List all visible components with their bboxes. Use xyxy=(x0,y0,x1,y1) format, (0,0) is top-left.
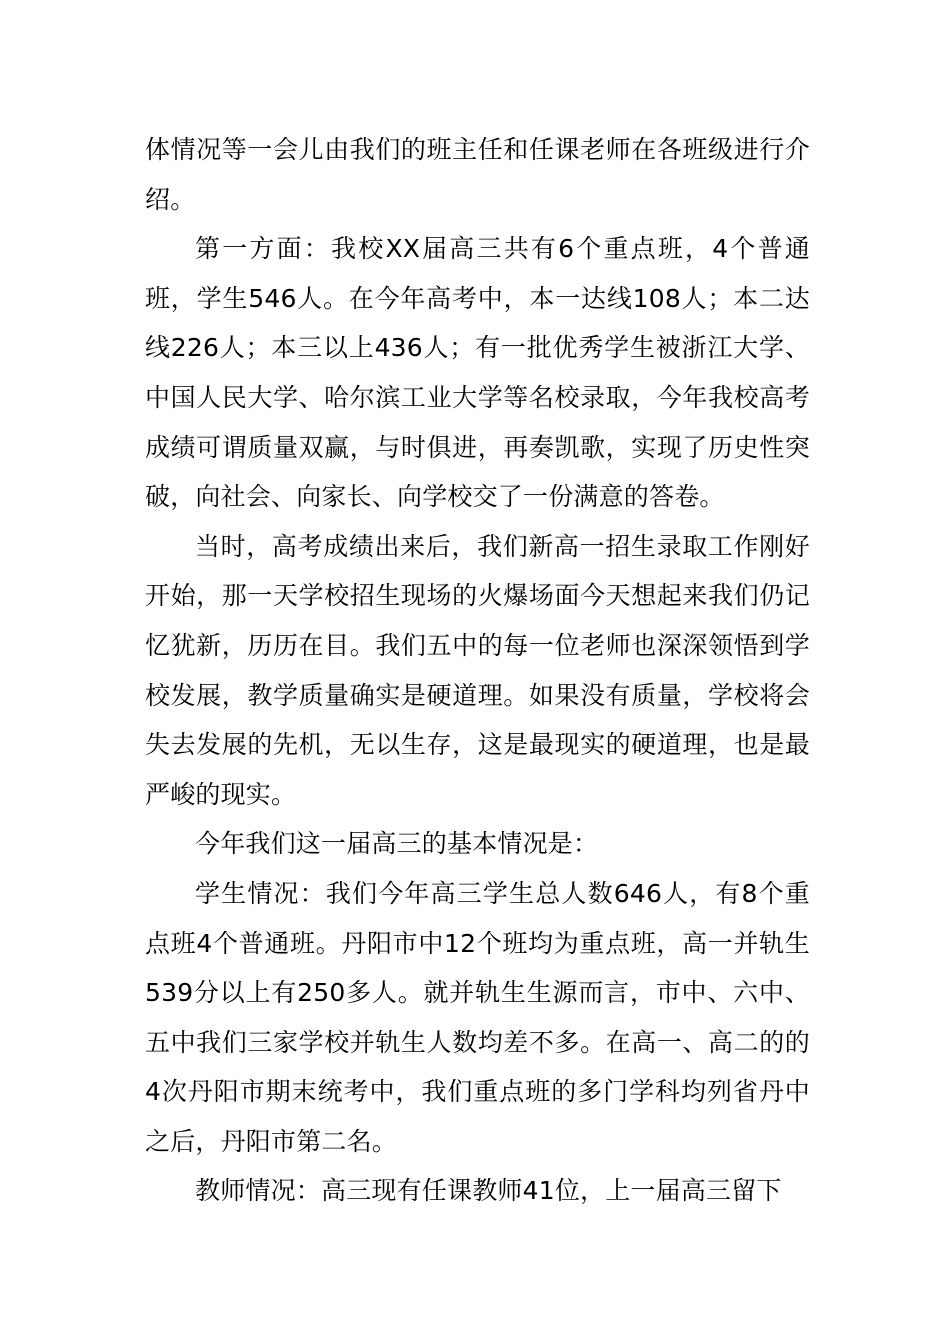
paragraph-teacher-situation: 教师情况：高三现有任课教师41位，上一届高三留下 xyxy=(195,1176,782,1206)
paragraph-basic-situation: 今年我们这一届高三的基本情况是： xyxy=(195,829,599,859)
paragraph-admission: 当时，高考成绩出来后，我们新高一招生录取工作刚好开始，那一天学校招生现场的火爆场面今天想起来我们仍记忆犹新，历历在目。我们五中的每一位老师也深深领悟到学校发展，教学质量确实是硬道理。如果没有质量，学校将会失去发展的先机，无以生存，这是最现实的硬道理，也是最严峻的现实。 xyxy=(145,531,810,809)
paragraph-first-aspect: 第一方面：我校XX届高三共有6个重点班，4个普通班，学生546人。在今年高考中，本一达线108人；本二达线226人；本三以上436人；有一批优秀学生被浙江大学、中国人民大学、哈尔滨工业大学等名校录取，今年我校高考成绩可谓质量双赢，与时俱进，再奏凯歌，实现了历史性突破，向社会、向家长、向学校交了一份满意的答卷。 xyxy=(145,234,810,512)
paragraph-continuation: 体情况等一会儿由我们的班主任和任课老师在各班级进行介绍。 xyxy=(145,135,810,214)
paragraph-student-situation: 学生情况：我们今年高三学生总人数646人，有8个重点班4个普通班。丹阳市中12个班均为重点班，高一并轨生539分以上有250多人。就并轨生生源而言，市中、六中、五中我们三家学校并轨生人数均差不多。在高一、高二的的4次丹阳市期末统考中，我们重点班的多门学科均列省丹中之后，丹阳市第二名。 xyxy=(145,878,810,1156)
document-body xyxy=(145,125,810,1216)
